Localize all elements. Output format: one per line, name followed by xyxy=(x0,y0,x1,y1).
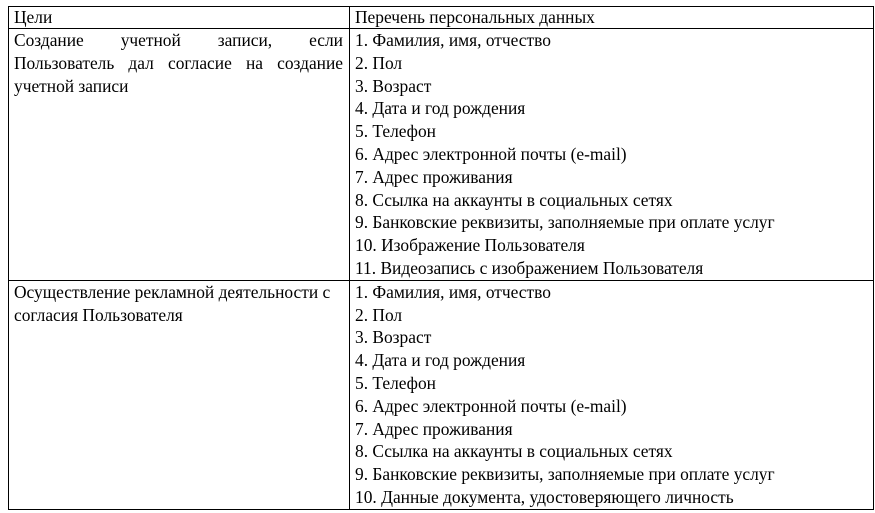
list-item: 7. Адрес проживания xyxy=(355,418,513,439)
header-data-list: Перечень персональных данных xyxy=(350,7,874,29)
list-item: 10. Изображение Пользователя xyxy=(355,235,585,256)
data-list xyxy=(355,29,867,280)
table-row xyxy=(9,280,874,509)
list-item: 11. Видеозапись с изображением Пользователя xyxy=(355,257,704,278)
data-list xyxy=(355,281,867,509)
personal-data-table xyxy=(8,6,874,510)
list-item: 10. Данные документа, удостоверяющего личность xyxy=(355,486,734,507)
list-item: 4. Дата и год рождения xyxy=(355,98,526,119)
data-list-cell xyxy=(350,280,874,509)
list-item: 2. Пол xyxy=(355,304,403,325)
list-item: 5. Телефон xyxy=(355,121,436,142)
list-item: 6. Адрес электронной почты (e-mail) xyxy=(355,143,627,164)
list-item: 1. Фамилия, имя, отчество xyxy=(355,30,551,50)
goal-cell: Осуществление рекламной деятельности с согласия Пользователя xyxy=(9,280,350,509)
data-list-cell xyxy=(350,29,874,281)
list-item: 9. Банковские реквизиты, заполняемые при оплате услуг xyxy=(355,464,775,485)
list-item: 8. Ссылка на аккаунты в социальных сетях xyxy=(355,189,673,210)
list-item: 2. Пол xyxy=(355,52,403,73)
list-item: 9. Банковские реквизиты, заполняемые при оплате услуг xyxy=(355,212,775,233)
list-item: 7. Адрес проживания xyxy=(355,166,513,187)
document-page xyxy=(8,6,873,510)
list-item: 6. Адрес электронной почты (e-mail) xyxy=(355,395,627,416)
list-item: 3. Возраст xyxy=(355,75,432,96)
header-goals: Цели xyxy=(9,7,350,29)
table-row xyxy=(9,29,874,281)
list-item: 8. Ссылка на аккаунты в социальных сетях xyxy=(355,441,673,462)
goal-cell: Создание учетной записи, если Пользователь дал согласие на создание учетной записи xyxy=(9,29,350,281)
list-item: 3. Возраст xyxy=(355,327,432,348)
list-item: 1. Фамилия, имя, отчество xyxy=(355,281,551,302)
header-row xyxy=(9,7,874,29)
list-item: 5. Телефон xyxy=(355,372,436,393)
list-item: 4. Дата и год рождения xyxy=(355,350,526,371)
